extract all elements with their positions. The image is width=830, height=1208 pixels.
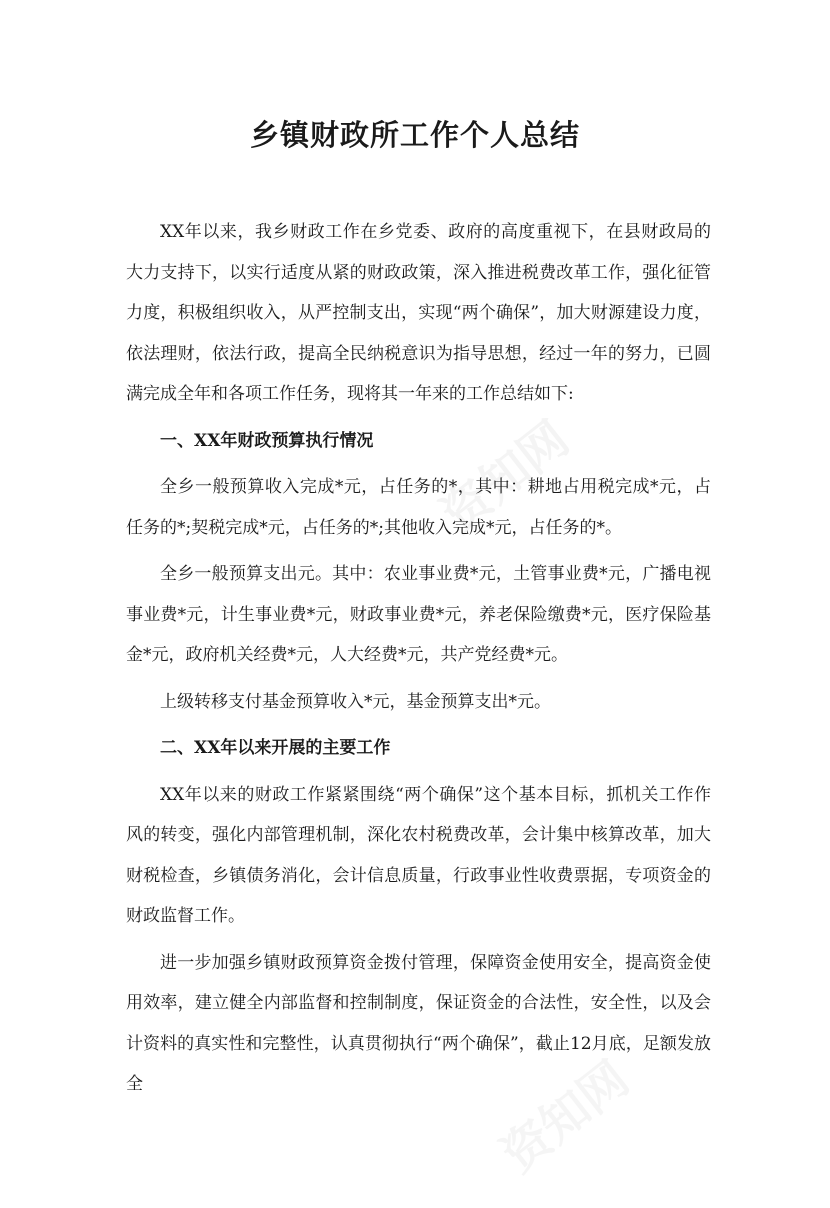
paragraph-fund-management: 进一步加强乡镇财政预算资金拨付管理，保障资金使用安全，提高资金使用效率，建立健全内部监督和控制制度，保证资金的合法性，安全性，以及会计资料的真实性和完整性，认真贯彻执行“两个确保”，截止12月底，足额发放全 [126,952,711,1094]
paragraph-transfer: 上级转移支付基金预算收入*元，基金预算支出*元。 [160,691,551,712]
paragraph-main-work: XX年以来的财政工作紧紧围绕“两个确保”这个基本目标，抓机关工作作风的转变，强化内部管理机制，深化农村税费改革，会计集中核算改革，加大财税检查，乡镇债务消化，会计信息质量，行政事业性收费票据，专项资金的财政监督工作。 [126,784,711,926]
watermark-secondary: 资知网 [491,1050,640,1184]
paragraph-intro: XX年以来，我乡财政工作在乡党委、政府的高度重视下，在县财政局的大力支持下，以实行适度从紧的财政政策，深入推进税费改革工作，强化征管力度，积极组织收入，从严控制支出，实现“两个确保”，加大财源建设力度，依法理财，依法行政，提高全民纳税意识为指导思想，经过一年的努力，已圆满完成全年和各项工作任务，现将其一年来的工作总结如下: [126,222,711,404]
watermark: 资知网 [431,410,580,544]
paragraph-revenue: 全乡一般预算收入完成*元，占任务的*，其中：耕地占用税完成*元，占任务的*;契税完成*元，占任务的*;其他收入完成*元，占任务的*。 [126,477,711,538]
document-body [126,212,711,1111]
paragraph-expenditure: 全乡一般预算支出元。其中：农业事业费*元，土管事业费*元，广播电视事业费*元，计生事业费*元，财政事业费*元，养老保险缴费*元，医疗保险基金*元，政府机关经费*元，人大经费*元，共产党经费*元。 [126,564,711,665]
section-heading-1: 一、XX年财政预算执行情况 [160,430,374,451]
section-heading-2: 二、XX年以来开展的主要工作 [160,738,391,758]
page-title: 乡镇财政所工作个人总结 [249,118,580,152]
